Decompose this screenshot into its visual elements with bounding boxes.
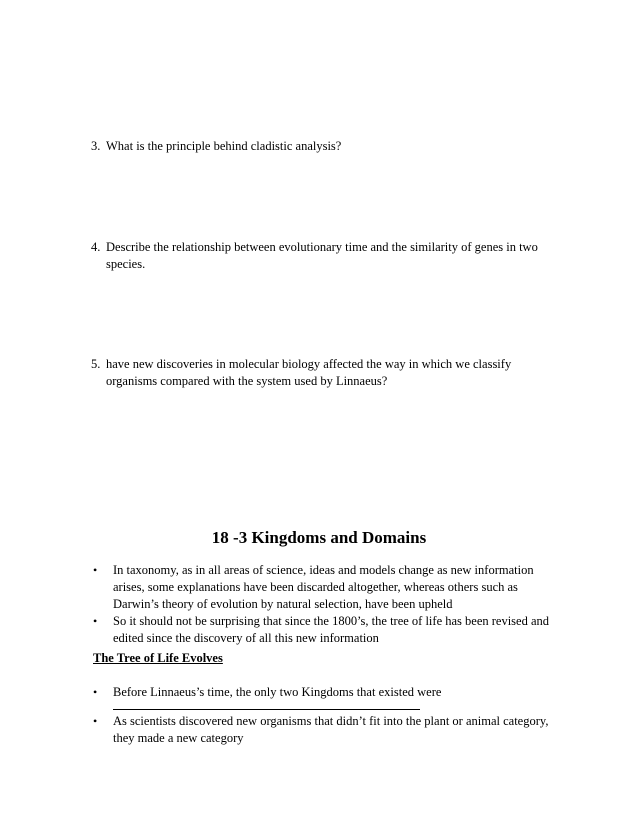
bullet-text: As scientists discovered new organisms that didn’t fit into the plant or animal category, they made a new category	[113, 714, 549, 745]
question-text: Describe the relationship between evolutionary time and the similarity of genes in two species.	[106, 240, 538, 271]
subsection-bullet-list	[93, 684, 553, 747]
question-3	[91, 138, 561, 155]
list-item	[93, 713, 553, 747]
question-5	[91, 356, 561, 390]
bullet-icon: •	[93, 563, 98, 577]
question-text: have new discoveries in molecular biology affected the way in which we classify organisms compared with the system used by Linnaeus?	[106, 357, 512, 388]
question-text: What is the principle behind cladistic analysis?	[106, 139, 342, 153]
section-title: 18 -3 Kingdoms and Domains	[211, 528, 427, 547]
question-number: 3.	[91, 139, 101, 153]
bullet-icon: •	[93, 614, 98, 628]
subsection-heading: The Tree of Life Evolves	[93, 651, 223, 665]
bullet-icon: •	[93, 685, 98, 699]
question-number: 4.	[91, 240, 101, 254]
bullet-icon: •	[93, 714, 98, 728]
list-item	[93, 562, 553, 613]
list-item	[93, 684, 553, 710]
answer-blank-line	[113, 701, 420, 710]
question-4	[91, 239, 561, 273]
intro-bullet-list	[93, 562, 553, 647]
bullet-text: So it should not be surprising that since the 1800’s, the tree of life has been revised and edited since the discovery of all this new information	[113, 614, 550, 645]
bullet-text: In taxonomy, as in all areas of science, ideas and models change as new information arises, some explanations have been discarded altogether, whereas others such as Darwin’s theory of evolution by natural selection, have been upheld	[113, 563, 534, 611]
bullet-text: Before Linnaeus’s time, the only two Kingdoms that existed were	[113, 685, 442, 699]
list-item	[93, 613, 553, 647]
question-number: 5.	[91, 357, 101, 371]
